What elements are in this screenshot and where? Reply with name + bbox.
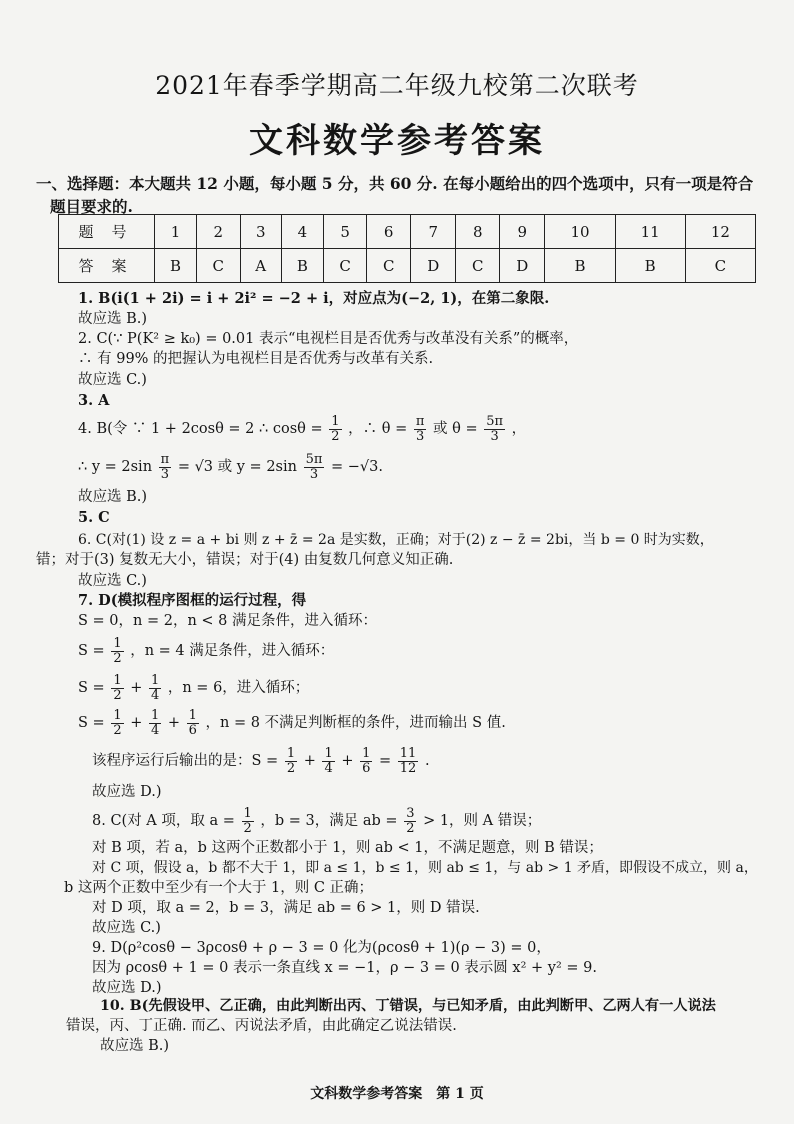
q4-text: = −√3. (331, 459, 383, 475)
table-cell: D (410, 249, 455, 283)
document-title: 文科数学参考答案 (249, 121, 545, 161)
numerator: 1 (113, 635, 122, 651)
fraction (285, 747, 297, 776)
denominator: 2 (113, 722, 122, 738)
q5-answer: 5. C (78, 509, 110, 526)
table-cell: 9 (500, 215, 545, 249)
table-row-answers (59, 249, 756, 283)
numerator: 1 (331, 413, 340, 429)
q10-conclusion: 故应选 B.) (100, 1038, 170, 1054)
q6-solution-2: 错；对于(3) 复数无大小，错误；对于(4) 由复数几何意义知正确. (36, 552, 454, 568)
numerator: 5π (305, 451, 323, 467)
table-cell: B (281, 249, 323, 283)
section-heading (36, 172, 766, 218)
q8-text: > 1，则 A 错误； (423, 813, 542, 829)
denominator: 6 (188, 722, 197, 738)
q2-conclusion: 故应选 C.) (78, 372, 147, 388)
fraction (484, 415, 505, 444)
section-intro-line-2: 题目要求的. (50, 197, 133, 216)
denominator: 2 (406, 820, 415, 836)
fraction (111, 674, 123, 703)
denominator: 2 (113, 650, 122, 666)
q8-case-c-2: b 这两个正数中至少有一个大于 1，则 C 正确； (64, 880, 374, 896)
numerator: 1 (286, 745, 296, 761)
denominator: 6 (362, 760, 371, 776)
q8-case-b: 对 B 项，若 a，b 这两个正数都小于 1，则 ab < 1，不满足题意，则 B 错误； (92, 840, 603, 856)
q7-solution: 7. D(模拟程序图框的运行过程，得 (78, 592, 307, 609)
table-cell: 2 (196, 215, 240, 249)
q10-solution-2: 错误，丙、丁正确. 而乙、丙说法矛盾，由此确定乙说法错误. (66, 1018, 457, 1034)
q4-text: 4. B(令 ∵ 1 + 2cosθ = 2 ∴ cosθ = (78, 421, 323, 437)
fraction (304, 453, 325, 482)
table-cell: C (367, 249, 411, 283)
fraction (149, 674, 161, 703)
table-cell: 8 (456, 215, 500, 249)
q8-case-c: 对 C 项，假设 a，b 都不大于 1，即 a ≤ 1，b ≤ 1，则 ab ≤ 1，与 ab > 1 矛盾，即假设不成立，则 a， (92, 860, 758, 876)
q4-text: = √3 或 y = 2sin (177, 459, 297, 475)
q7-text: + (130, 680, 143, 696)
numerator: 1 (150, 707, 160, 723)
q7-step-3 (78, 673, 309, 703)
denominator: 3 (160, 466, 170, 482)
table-cell: 7 (410, 215, 455, 249)
q7-step-5 (92, 746, 430, 776)
table-cell: 11 (615, 215, 685, 249)
table-header-question: 题号 (59, 215, 155, 249)
q4-text: ， (511, 421, 527, 437)
q6-conclusion: 故应选 C.) (78, 573, 147, 589)
q2-solution: 2. C(∵ P(K² ≥ k₀) = 0.01 表示“电视栏目是否优秀与改革没有关系”的概率， (78, 331, 579, 347)
table-row-question-numbers (59, 215, 756, 249)
q8-case-d: 对 D 项，取 a = 2，b = 3，满足 ab = 6 > 1，则 D 错误. (92, 900, 480, 916)
q7-text: ，n = 4 满足条件，进入循环： (130, 643, 335, 659)
q7-text: ，n = 6，进入循环； (167, 680, 310, 696)
table-cell: B (545, 249, 615, 283)
q7-text: . (424, 753, 430, 769)
fraction (398, 747, 419, 776)
denominator: 3 (490, 428, 499, 444)
table-cell: 10 (545, 215, 615, 249)
numerator: π (415, 413, 425, 429)
q7-text: + (130, 715, 143, 731)
table-cell: 5 (323, 215, 367, 249)
q9-conclusion: 故应选 D.) (92, 980, 162, 996)
fraction (242, 807, 254, 836)
denominator: 2 (331, 428, 340, 444)
table-cell: C (685, 249, 755, 283)
table-cell: 12 (685, 215, 755, 249)
q4-solution-2 (78, 452, 383, 482)
table-cell: 4 (281, 215, 323, 249)
q4-conclusion: 故应选 B.) (78, 489, 148, 505)
numerator: 1 (324, 745, 333, 761)
q4-solution (78, 414, 526, 444)
numerator: 1 (243, 805, 252, 821)
q9-solution: 9. D(ρ²cosθ − 3ρcosθ + ρ − 3 = 0 化为(ρcosθ + 1)(ρ − 3) = 0， (92, 940, 551, 956)
denominator: 3 (309, 466, 319, 482)
fraction (159, 453, 172, 482)
section-intro-line-1: 一、选择题：本大题共 12 小题，每小题 5 分，共 60 分. 在每小题给出的四个选项中，只有一项是符合 (36, 174, 754, 193)
q7-text: + (167, 715, 181, 731)
q7-text: = (379, 753, 392, 769)
q4-text: ∴ y = 2sin (78, 459, 153, 475)
page-footer: 文科数学参考答案 第 1 页 (310, 1086, 484, 1102)
numerator: π (160, 451, 170, 467)
fraction (360, 747, 372, 776)
table-cell: 3 (240, 215, 281, 249)
q4-text: 或 θ = (433, 421, 478, 437)
denominator: 12 (399, 760, 417, 776)
q8-solution (92, 806, 541, 836)
table-cell: B (615, 249, 685, 283)
denominator: 3 (415, 428, 425, 444)
exam-title: 2021年春季学期高二年级九校第二次联考 (155, 71, 639, 100)
denominator: 2 (286, 760, 296, 776)
q8-conclusion: 故应选 C.) (92, 920, 161, 936)
table-cell: B (155, 249, 197, 283)
table-cell: A (240, 249, 281, 283)
q7-conclusion: 故应选 D.) (92, 784, 162, 800)
table-cell: 1 (155, 215, 197, 249)
denominator: 4 (324, 760, 333, 776)
numerator: 5π (486, 413, 504, 429)
q7-step-2 (78, 636, 334, 666)
numerator: 1 (113, 707, 122, 723)
numerator: 1 (188, 707, 197, 723)
denominator: 2 (243, 820, 252, 836)
table-cell: C (323, 249, 367, 283)
q8-text: ，b = 3，满足 ab = (260, 813, 398, 829)
fraction (111, 637, 123, 666)
fraction (322, 747, 334, 776)
table-cell: C (196, 249, 240, 283)
fraction (187, 709, 199, 738)
q3-answer: 3. A (78, 392, 110, 409)
q1-conclusion: 故应选 B.) (78, 311, 148, 327)
fraction (414, 415, 427, 444)
q7-text: + (303, 753, 316, 769)
q8-text: 8. C(对 A 项，取 a = (92, 813, 235, 829)
table-cell: C (456, 249, 500, 283)
fraction (329, 415, 341, 444)
q7-text: + (341, 753, 354, 769)
table-cell: 6 (367, 215, 411, 249)
q7-text: S = (78, 680, 105, 696)
q2-solution-2: ∴ 有 99% 的把握认为电视栏目是否优秀与改革有关系. (78, 351, 434, 367)
denominator: 2 (113, 687, 122, 703)
q4-text: ，∴ θ = (348, 421, 408, 437)
answer-table (58, 214, 756, 283)
numerator: 1 (150, 672, 160, 688)
q6-solution: 6. C(对(1) 设 z = a + bi 则 z + z̄ = 2a 是实数，正确；对于(2) z − z̄ = 2bi，当 b = 0 时为实数， (78, 532, 714, 548)
q7-step-4 (78, 708, 506, 738)
q10-solution: 10. B(先假设甲、乙正确，由此判断出丙、丁错误，与已知矛盾，由此判断甲、乙两人有一人说法 (100, 998, 716, 1014)
table-header-answer: 答案 (59, 249, 155, 283)
numerator: 11 (399, 745, 417, 761)
q7-step-1: S = 0，n = 2，n < 8 满足条件，进入循环： (78, 613, 377, 629)
denominator: 4 (150, 722, 160, 738)
fraction (149, 709, 161, 738)
q1-solution: 1. B(i(1 + 2i) = i + 2i² = −2 + i，对应点为(−2, 1)，在第二象限. (78, 290, 550, 307)
q7-text: 该程序运行后输出的是：S = (92, 753, 279, 769)
q7-text: ，n = 8 不满足判断框的条件，进而输出 S 值. (205, 715, 506, 731)
q7-text: S = (78, 715, 105, 731)
table-cell: D (500, 249, 545, 283)
numerator: 1 (362, 745, 371, 761)
numerator: 3 (406, 805, 415, 821)
fraction (111, 709, 123, 738)
q9-solution-2: 因为 ρcosθ + 1 = 0 表示一条直线 x = −1，ρ − 3 = 0 表示圆 x² + y² = 9. (92, 960, 597, 976)
q7-text: S = (78, 643, 105, 659)
denominator: 4 (150, 687, 160, 703)
fraction (404, 807, 416, 836)
numerator: 1 (113, 672, 122, 688)
